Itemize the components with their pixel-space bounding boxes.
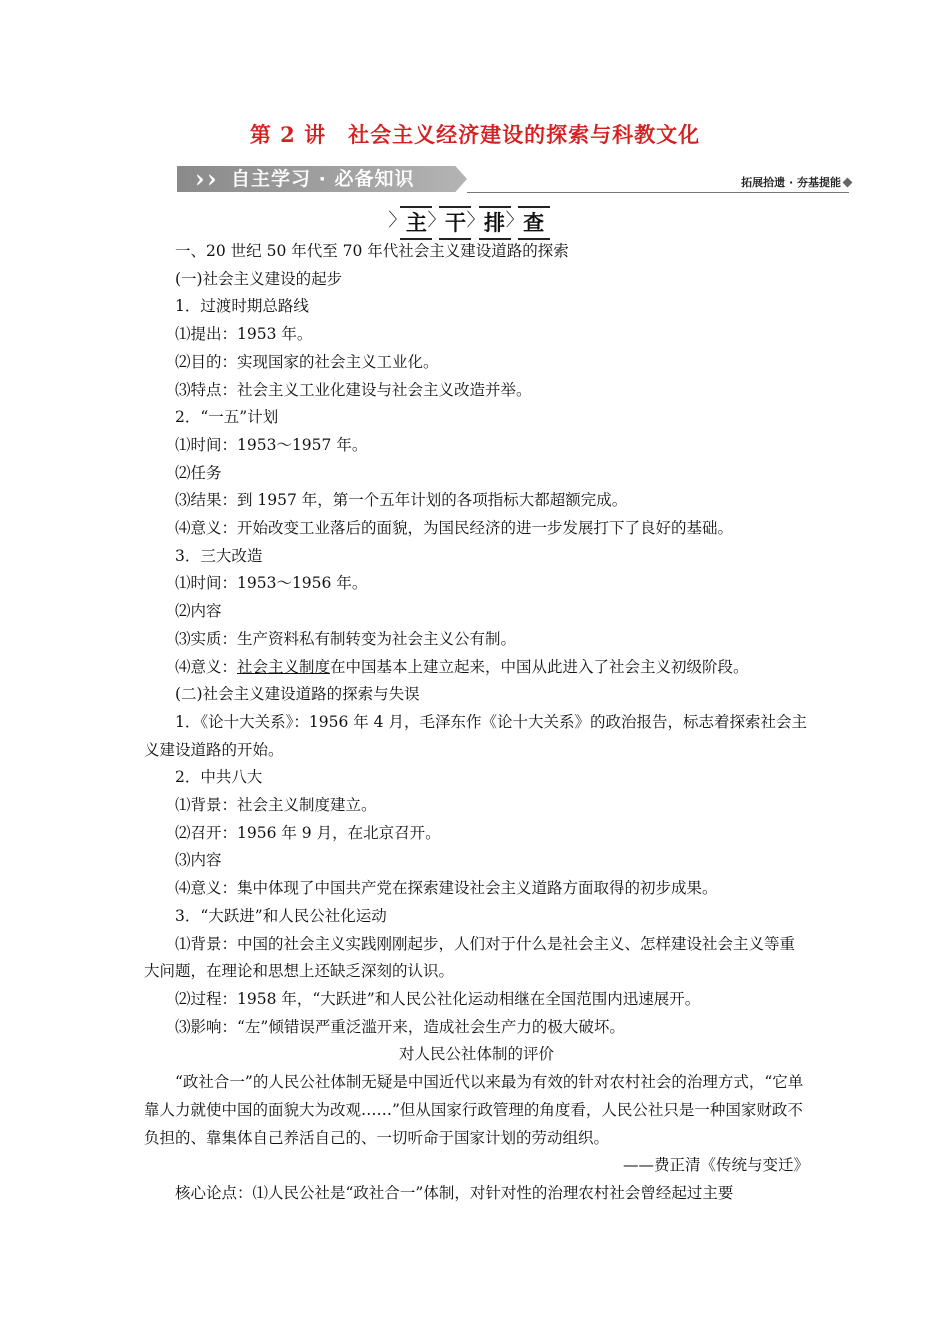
text-line: ⑷意义：集中体现了中国共产党在探索建设社会主义道路方面取得的初步成果。 — [175, 879, 718, 898]
text-line: ⑶结果：到 1957 年，第一个五年计划的各项指标大都超额完成。 — [175, 491, 628, 510]
subheading-char: 〉 查 — [518, 206, 550, 240]
text-line: ⑶特点：社会主义工业化建设与社会主义改造并举。 — [175, 380, 532, 399]
subheading-char: 〉 主 — [400, 206, 432, 240]
paragraph: 1．《论十大关系》：1956 年 4 月，毛泽东作《论十大关系》的政治报告，标志着探索社会主义建设道路的开始。 — [144, 712, 807, 759]
document-body — [144, 238, 809, 1208]
subheading-char: 〉 排 — [479, 206, 511, 240]
text-line: ⑵召开：1956 年 9 月，在北京召开。 — [175, 823, 441, 842]
subheading-char: 〉 干 — [439, 206, 471, 240]
item-heading: 3．“大跃进”和人民公社化运动 — [175, 906, 387, 925]
text-line: ⑴提出：1953 年。 — [175, 325, 313, 344]
text-line: ⑴时间：1953～1957 年。 — [175, 435, 368, 454]
text-line: ⑵内容 — [175, 602, 222, 621]
text-line: ⑵任务 — [175, 463, 222, 482]
text-line: ⑶内容 — [175, 851, 222, 870]
underlined-term: 社会主义制度 — [237, 657, 331, 676]
text-line: ⑴时间：1953～1956 年。 — [175, 574, 368, 593]
section-banner — [177, 162, 849, 196]
subheading — [0, 206, 950, 240]
text-line: ⑵过程：1958 年，“大跃进”和人民公社化运动相继在全国范围内迅速展开。 — [175, 989, 701, 1008]
paragraph: ⑴背景：中国的社会主义实践刚刚起步，人们对于什么是社会主义、怎样建设社会主义等重大问题，在理论和思想上还缺乏深刻的认识。 — [144, 934, 796, 981]
banner-right-label: 拓展拾遗 · 夯基提能 — [741, 176, 841, 189]
banner-divider — [467, 192, 849, 193]
item-heading: 3．三大改造 — [175, 546, 263, 565]
text-line: ⑷意义：开始改变工业落后的面貌，为国民经济的进一步发展打下了良好的基础。 — [175, 519, 734, 538]
text-line: ⑴背景：社会主义制度建立。 — [175, 796, 377, 815]
section-heading: 一、20 世纪 50 年代至 70 年代社会主义建设道路的探索 — [175, 242, 569, 260]
material-quote: “政社合一”的人民公社体制无疑是中国近代以来最为有效的针对农村社会的治理方式，“它单靠人力就使中国的面貌大为改观……”但从国家行政管理的角度看，人民公社只是一种国家财政不负担的、靠集体自己养活自己的、一切听命于国家计划的劳动组织。 — [144, 1073, 804, 1147]
material-source: ——费正清《传统与变迁》 — [622, 1156, 809, 1175]
material-title: 对人民公社体制的评价 — [398, 1045, 554, 1064]
text-line — [144, 654, 809, 682]
item-heading: 1．过渡时期总路线 — [175, 297, 309, 316]
text-segment: 在中国基本上建立起来，中国从此进入了社会主义初级阶段。 — [330, 657, 749, 676]
subsection-heading: (二)社会主义建设道路的探索与失误 — [175, 685, 420, 704]
banner-label: 自主学习 · 必备知识 — [231, 168, 415, 190]
text-line: ⑶影响：“左”倾错误严重泛滥开来，造成社会生产力的极大破坏。 — [175, 1017, 625, 1036]
text-line: ⑵目的：实现国家的社会主义工业化。 — [175, 352, 439, 371]
text-line: ⑶实质：生产资料私有制转变为社会主义公有制。 — [175, 629, 517, 648]
text-segment: ⑷意义： — [175, 657, 238, 676]
item-heading: 2．“一五”计划 — [175, 408, 279, 427]
subsection-heading: (一)社会主义建设的起步 — [175, 269, 343, 288]
chevron-right-icon: › — [207, 164, 217, 193]
lesson-title: 第 2 讲 社会主义经济建设的探索与科教文化 — [249, 122, 701, 147]
chevron-right-icon: › — [195, 164, 205, 193]
text-line: 核心论点：⑴人民公社是“政社合一”体制，对针对性的治理农村社会曾经起过主要 — [175, 1183, 734, 1202]
item-heading: 2．中共八大 — [175, 768, 263, 787]
diamond-icon — [843, 178, 853, 188]
